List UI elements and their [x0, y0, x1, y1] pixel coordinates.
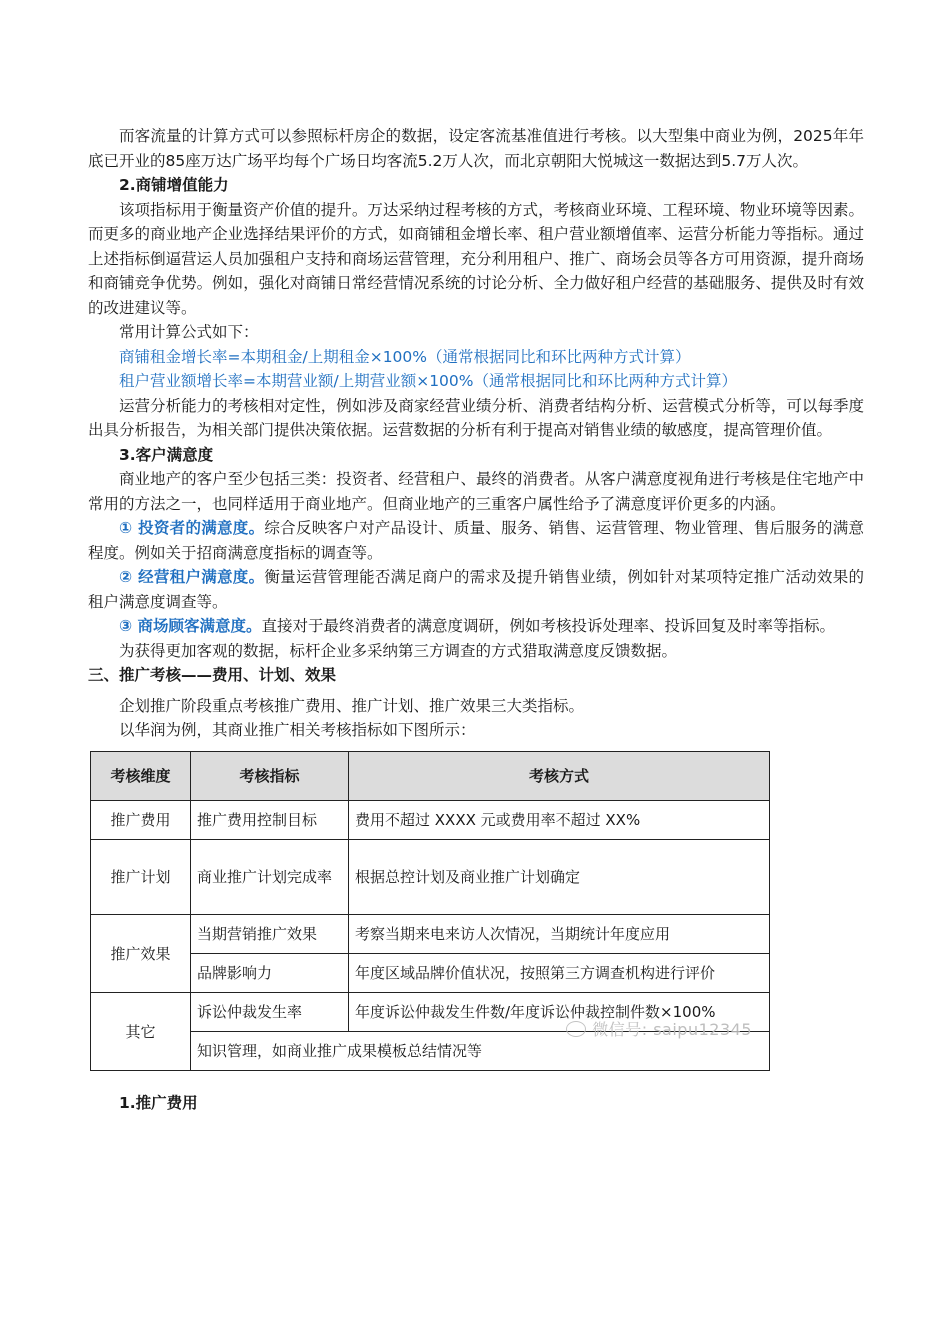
investor-satisfaction-label: ① 投资者的满意度。: [119, 519, 265, 537]
cell-method: 年度诉讼仲裁发生件数/年度诉讼仲裁控制件数×100%: [349, 992, 770, 1031]
table-row: [91, 953, 770, 992]
cell-method: 根据总控计划及商业推广计划确定: [349, 839, 770, 914]
cell-dimension: 推广费用: [91, 800, 191, 839]
paragraph-ops-analysis: 运营分析能力的考核相对定性，例如涉及商家经营业绩分析、消费者结构分析、运营模式分析等，可以每季度出具分析报告，为相关部门提供决策依据。运营数据的分析有利于提高对销售业绩的敏感度，提高管理价值。: [88, 396, 864, 439]
cell-indicator: 当期营销推广效果: [191, 914, 349, 953]
paragraph-formula-intro: 常用计算公式如下：: [119, 323, 259, 341]
cell-indicator: 品牌影响力: [191, 953, 349, 992]
paragraph-huarun-example: 以华润为例，其商业推广相关考核指标如下图所示：: [119, 721, 476, 739]
tenant-satisfaction-text: 衡量运营管理能否满足商户的需求及提升销售业绩，例如针对某项特定推广活动效果的租户满意度调查等。: [88, 568, 864, 611]
paragraph-investor-satisfaction: [88, 516, 864, 565]
cell-indicator: 推广费用控制目标: [191, 800, 349, 839]
header-dimension: 考核维度: [91, 751, 191, 800]
heading-promotion-review: 三、推广考核——费用、计划、效果: [88, 666, 337, 684]
header-method: 考核方式: [349, 751, 770, 800]
shopper-satisfaction-label: ③ 商场顾客满意度。: [119, 617, 262, 635]
table-header-row: [91, 751, 770, 800]
wechat-watermark: [566, 1017, 752, 1040]
cell-dimension: 推广计划: [91, 839, 191, 914]
paragraph-third-party: 为获得更加客观的数据，标杆企业多采纳第三方调查的方式猎取满意度反馈数据。: [119, 641, 678, 660]
paragraph-traffic: 而客流量的计算方式可以参照标杆房企的数据，设定客流基准值进行考核。以大型集中商业为例，2025年年底已开业的85座万达广场平均每个广场日均客流5.2万人次，而北京朝阳大悦城这一数据达到5.7万人次。: [88, 127, 864, 170]
investor-satisfaction-text: 综合反映客户对产品设计、质量、服务、销售、运营管理、物业管理、售后服务的满意程度。例如关于招商满意度指标的调查等。: [88, 519, 864, 562]
paragraph-promotion-intro: 企划推广阶段重点考核推广费用、推广计划、推广效果三大类指标。: [119, 696, 585, 715]
header-indicator: 考核指标: [191, 751, 349, 800]
document-page: [88, 124, 864, 1115]
tenant-satisfaction-label: ② 经营租户满意度。: [119, 568, 265, 586]
heading-customer-satisfaction: 3.客户满意度: [119, 445, 214, 464]
table-row: [91, 839, 770, 914]
paragraph-customer-types: 商业地产的客户至少包括三类：投资者、经营租户、最终的消费者。从客户满意度视角进行考核是住宅地产中常用的方法之一，也同样适用于商业地产。但商业地产的三重客户属性给予了满意度评价更多的内涵。: [88, 470, 864, 513]
watermark-text: 微信号: saipu12345: [592, 1019, 752, 1039]
kpi-table-wrapper: [90, 751, 770, 1071]
formula-rent-growth: 商铺租金增长率=本期租金/上期租金×100%（通常根据同比和环比两种方式计算）: [119, 347, 691, 366]
cell-merged: 知识管理，如商业推广成果模板总结情况等: [191, 1031, 770, 1070]
table-row: [91, 914, 770, 953]
cell-dimension: 其它: [91, 992, 191, 1070]
cell-method: 考察当期来电来访人次情况，当期统计年度应用: [349, 914, 770, 953]
cell-method: 年度区域品牌价值状况，按照第三方调查机构进行评价: [349, 953, 770, 992]
cell-indicator: 商业推广计划完成率: [191, 839, 349, 914]
heading-shop-value: 2.商铺增值能力: [119, 176, 229, 194]
cell-dimension: 推广效果: [91, 914, 191, 992]
cell-indicator: 诉讼仲裁发生率: [191, 992, 349, 1031]
formula-revenue-growth: 租户营业额增长率=本期营业额/上期营业额×100%（通常根据同比和环比两种方式计算）: [119, 372, 738, 390]
table-row: [91, 800, 770, 839]
paragraph-value-indicator: 该项指标用于衡量资产价值的提升。万达采纳过程考核的方式，考核商业环境、工程环境、物业环境等因素。而更多的商业地产企业选择结果评价的方式，如商铺租金增长率、租户营业额增值率、运营分析能力等指标。通过上述指标倒逼营运人员加强租户支持和商场运营管理，充分利用租户、推广、商场会员等各方可用资源，提升商场和商铺竞争优势。例如，强化对商铺日常经营情况系统的讨论分析、全力做好租户经营的基础服务、提供及时有效的改进建议等。: [88, 200, 864, 317]
paragraph-shopper-satisfaction: [88, 614, 864, 639]
paragraph-tenant-satisfaction: [88, 565, 864, 614]
cell-method: 费用不超过 XXXX 元或费用率不超过 XX%: [349, 800, 770, 839]
shopper-satisfaction-text: 直接对于最终消费者的满意度调研，例如考核投诉处理率、投诉回复及时率等指标。: [261, 617, 836, 635]
heading-promotion-fee: 1.推广费用: [119, 1093, 198, 1112]
wechat-icon: [566, 1021, 586, 1037]
